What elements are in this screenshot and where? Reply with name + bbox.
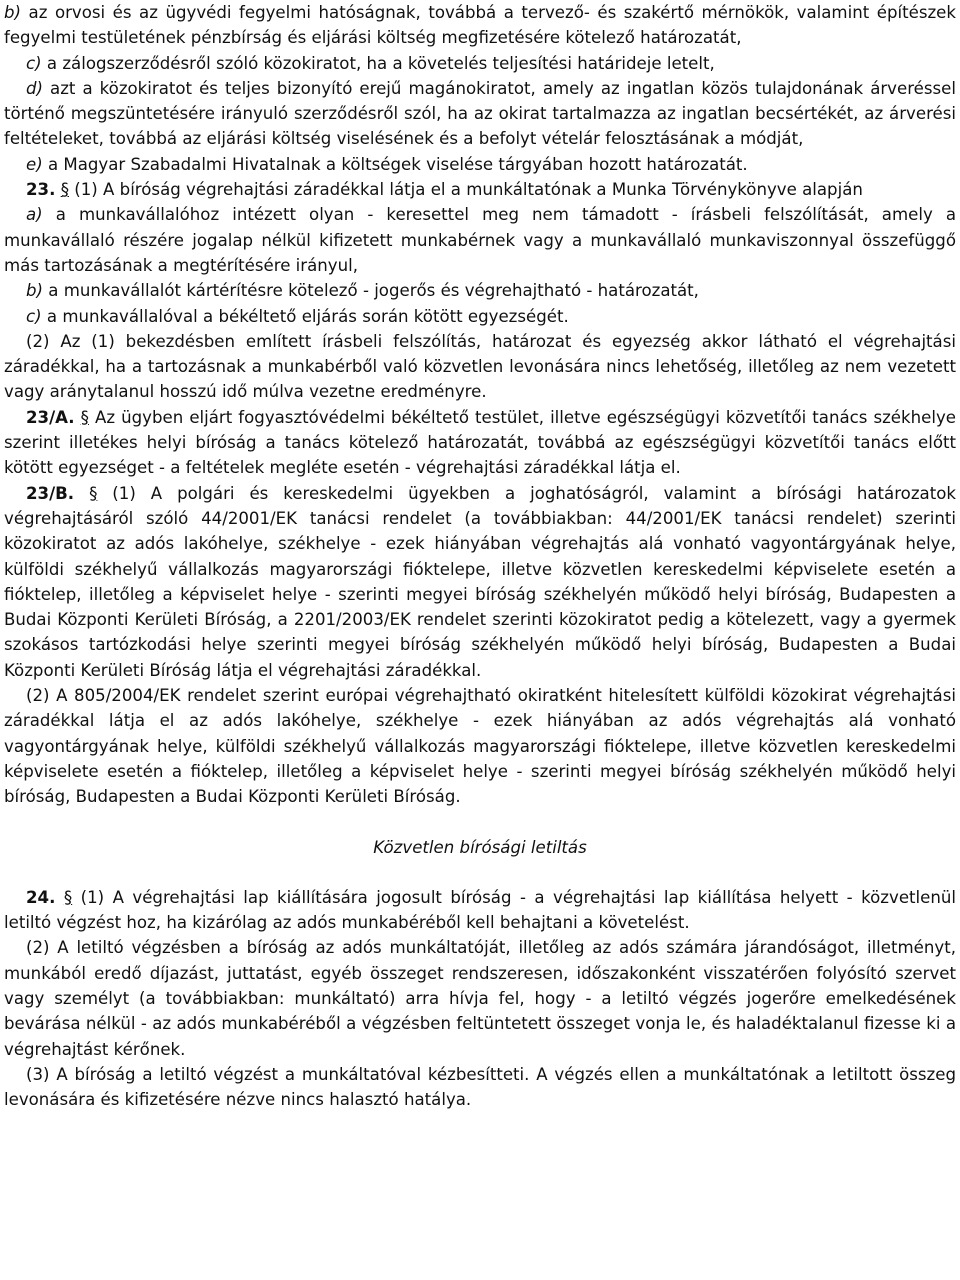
paragraph-list-2 xyxy=(4,885,956,1113)
section-24: 24. § (1) A végrehajtási lap kiállítására jogosult bíróság - a végrehajtási lap kiállítása helyett - közvetlenül letiltó végzést hoz, ha kizárólag az adós munkabéréből kell behajtani a követelést. xyxy=(4,887,956,933)
paragraph-24-3: (3) A bíróság a letiltó végzést a munkáltatóval kézbesítteti. A végzés ellen a munkáltatónak a letiltott összeg levonására és kifizetésére nézve nincs halasztó hatálya. xyxy=(4,1064,956,1110)
section-link[interactable]: § xyxy=(63,887,73,907)
section-23: 23. § (1) A bíróság végrehajtási záradékkal látja el a munkáltatónak a Munka Törvénykönyve alapján xyxy=(26,180,863,200)
list-item-a: a) a munkavállalóhoz intézett olyan - keresettel meg nem támadott - írásbeli felszólítását, amely a munkavállaló részére jogalap nélkül kifizetett munkabérnek vagy a munkavállaló munkaviszonnyal összefüggő más tartozásának a megtérítésére irányul, xyxy=(4,205,956,275)
list-item-b: b) a munkavállalót kártérítésre kötelező - jogerős és végrehajtható - határozatát, xyxy=(26,281,699,301)
paragraph-24-2: (2) A letiltó végzésben a bíróság az adós munkáltatóját, illetőleg az adós számára járandóságot, illetményt, munkából eredő díjazást, juttatást, egyéb összeget rendszeresen, időszakonként visszatérően folyósító szervet vagy személyt (a továbbiakban: munkáltató) arra hívja fel, hogy - a letiltó végzés jogerőre emelkedésének bevárása nélkül - az adós munkabéréből a végzésben feltüntetett összeget vonja le, és haladéktalanul fizesse ki a végrehajtást kérőnek. xyxy=(4,938,956,1059)
section-number: 24. xyxy=(26,887,56,907)
paragraph-23b-2: (2) A 805/2004/EK rendelet szerint európai végrehajtható okiratként hitelesített külföldi közokirat végrehajtási záradékkal látja el az adós lakóhelye, székhelye - ezek hiányában az adós végrehajtás alá vonható vagyontárgyának helye, külföldi székhelyű vállalkozás magyarországi fióktelepe, illetve közvetlen kereskedelmi képviselete esetén a fióktelep, illetőleg a képviselet helye - szerinti megyei bíróság székhelyén működő helyi bíróság, Budapesten a Budai Központi Kerületi Bíróság. xyxy=(4,686,956,807)
document-page xyxy=(4,0,956,1112)
list-item-c: c) a zálogszerződésről szóló közokiratot, ha a követelés teljesítési határideje letelt, xyxy=(26,53,715,73)
section-number: 23/A. xyxy=(26,407,75,427)
section-link[interactable]: § xyxy=(89,483,98,503)
section-heading: Közvetlen bírósági letiltás xyxy=(373,837,587,857)
list-item-d: d) azt a közokiratot és teljes bizonyító erejű magánokiratot, amely az ingatlan közös tulajdonának árveréssel történő megszüntetésére irányuló szerződésről szól, ha az okirat tartalmazza az ingatlan becsértékét, az árverési feltételeket, továbbá az eljárási költség viselésének és a befolyt vételár felosztásának a módját, xyxy=(4,78,956,149)
section-link[interactable]: § xyxy=(60,180,69,200)
section-23b: 23/B. § (1) A polgári és kereskedelmi ügyekben a joghatóságról, valamint a bírósági határozatok végrehajtásáról szóló 44/2001/EK tanácsi rendelet (a továbbiakban: 44/2001/EK tanácsi rendelet) szerinti közokiratot az adós lakóhelye, székhelye - ezek hiányában végrehajtás alá vonható vagyontárgyának helye, külföldi székhelyű vállalkozás magyarországi fióktelepe, illetve közvetlen kereskedelmi képviselete esetén a fióktelep, illetőleg a képviselet helye - szerinti megyei bíróság székhelyén működő helyi bíróság, Budapesten a Budai Központi Kerületi Bíróság, a 2201/2003/EK rendelet szerinti közokiratot pedig a kötelezett, vagy a gyermek szokásos tartózkodási helye szerinti megyei bíróság székhelyén működő helyi bíróság, Budapesten a Budai Központi Kerületi Bíróság látja el végrehajtási záradékkal. xyxy=(4,483,956,680)
section-number: 23. xyxy=(26,180,56,200)
section-number: 23/B. xyxy=(26,483,75,503)
section-link[interactable]: § xyxy=(80,407,89,427)
list-item-b: b) az orvosi és az ügyvédi fegyelmi hatóságnak, továbbá a tervező- és szakértő mérnökök, valamint építészek fegyelmi testületének pénzbírság és eljárási költség megfizetésére kötelező határozatát, xyxy=(4,3,956,48)
list-item-c: c) a munkavállalóval a békéltető eljárás során kötött egyezségét. xyxy=(26,306,569,326)
paragraph-23-2: (2) Az (1) bekezdésben említett írásbeli felszólítás, határozat és egyezség akkor látható el végrehajtási záradékkal, ha a tartozásnak a munkabérből való közvetlen levonására nincs lehetőség, illetőleg az nem vezetett vagy aránytalanul hosszú idő múlva vezetne eredményre. xyxy=(4,331,956,402)
section-23a: 23/A. § Az ügyben eljárt fogyasztóvédelmi békéltető testület, illetve egészségügyi közvetítői tanács székhelye szerint illetékes helyi bíróság a tanács kötelező határozatát, továbbá az egészségügyi közvetítői tanács előtt kötött egyezséget - a feltételek megléte esetén - végrehajtási záradékkal látja el. xyxy=(4,407,956,478)
list-item-e: e) a Magyar Szabadalmi Hivatalnak a költségek viselése tárgyában hozott határozatát. xyxy=(26,154,748,174)
paragraph-list xyxy=(4,0,956,810)
